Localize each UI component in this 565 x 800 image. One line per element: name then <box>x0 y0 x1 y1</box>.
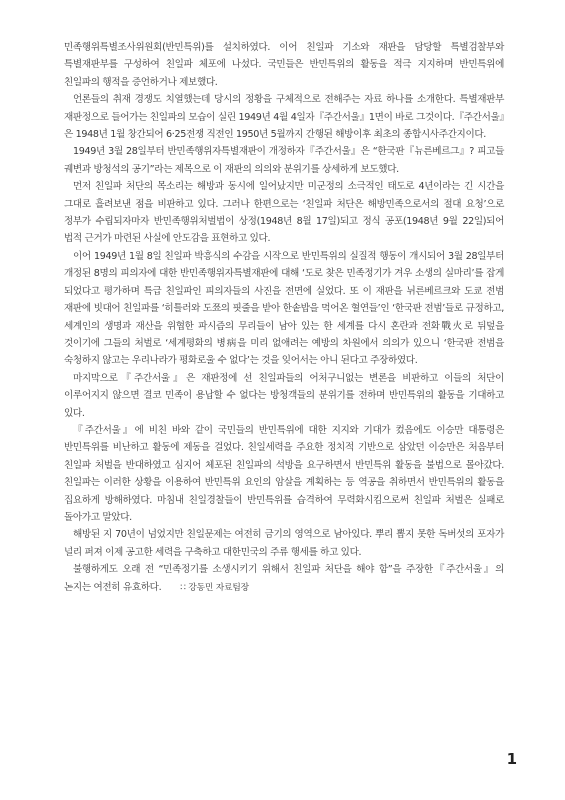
paragraph-7: 『주간서울』에 비친 바와 같이 국민들의 반민특위에 대한 지지와 기대가 컸음에도 이승만 대통령은 반민특위를 비난하고 활동에 제동을 걸었다. 친일세력을 주요한 정치적 기반으로 삼았던 이승만은 처음부터 친일파 처벌을 반대하였고 심지어 체포된 친일파의 석방을 요구하면서 반민특위 활동을 불법으로 몰아갔다. 친일파는 이러한 상황을 이용하여 반민특위 요인의 암살을 계획하는 등 역공을 취하면서 반민특위의 활동을 집요하게 방해하였다. 마침내 친일경찰들이 반민특위를 습격하여 무력화시킴으로써 친일파 처벌은 실패로 돌아가고 말았다. <box>64 424 504 523</box>
page-number: 1 <box>506 750 517 768</box>
paragraph-9 <box>64 561 504 597</box>
paragraph-2: 언론들의 취재 경쟁도 치열했는데 당시의 정황을 구체적으로 전해주는 자료 하나를 소개한다. 특별재판부 재판정으로 들어가는 친일파의 모습이 실린 1949년 4월 4일자『주간서울』1면이 바로 그것이다.『주간서울』은 1948년 1월 창간되어 6·25전쟁 직전인 1950년 5월까지 간행된 해방이후 최초의 종합시사주간지이다. <box>64 94 504 141</box>
paragraph-6: 마지막으로『주간서울』은 재판정에 선 친일파들의 어처구니없는 변론을 비판하고 이들의 처단이 이루어지지 않으면 결코 민족이 용납할 수 없다는 방청객들의 분위기를 전하며 반민특위의 활동을 기대하고 있다. <box>64 372 504 419</box>
article-body <box>64 39 504 597</box>
paragraph-1: 민족행위특별조사위원회(반민특위)를 설치하였다. 이어 친일파 기소와 재판을 담당할 특별검찰부와 특별재판부를 구성하여 친일파 체포에 나섰다. 국민들은 반민특위의 활동을 적극 지지하며 반민특위에 친일파의 행적을 증언하거나 제보했다. <box>64 42 504 88</box>
paragraph-3: 1949년 3월 28일부터 반민족행위자특별재판이 개정하자『주간서울』은 “한국판『뉴른베르그』? 피고들 궤변과 방청석의 공기”라는 제목으로 이 재판의 의의와 분위기를 상세하게 보도했다. <box>64 146 504 175</box>
paragraph-5: 이어 1949년 1월 8일 친일파 박흥식의 수감을 시작으로 반민특위의 실질적 행동이 개시되어 3월 28일부터 개정된 8명의 피의자에 대한 반민족행위자특별재판에 대해 ‘도로 찾은 민족정기가 겨우 소생의 실마리’를 잡게 되었다고 평가하며 특급 친일파인 피의자들의 사진을 전면에 실었다. 또 이 재판을 뉘른베르크와 도쿄 전범 재판에 빗대어 친일파를 ‘히틀러와 도쬬의 핏줄을 받아 한솥밥을 먹어온 혈연들’인 ‘한국판 전범’들로 규정하고, 세계인의 생명과 재산을 위협한 파시즘의 무리들이 남아 있는 한 세계를 다시 혼란과 전화戰火로 뒤덮을 것이기에 그들의 처벌로 ‘세계평화의 병病을 미리 없애려는 예방의 차원에서 의의가 있으니 ‘한국판 전범을 숙청하지 않고는 우리나라가 평화로울 수 없다’는 것을 잊어서는 아니 된다고 주장하였다. <box>64 250 504 367</box>
closing-text: 불행하게도 오래 전 “민족정기를 소생시키기 위해서 친일파 처단을 해야 함”을 주장한『주간서울』의 논지는 여전히 유효하다. <box>64 564 504 593</box>
paragraph-4: 먼저 친일파 처단의 목소리는 해방과 동시에 일어났지만 미군정의 소극적인 태도로 4년이라는 긴 시간을 그대로 흘려보낸 점을 비판하고 있다. 그러나 한편으로는 ‘친일파 처단은 해방민족으로서의 절대 요청’으로 정부가 수립되자마자 반민족행위처벌법이 상정(1948년 8월 17일)되고 정식 공포(1948년 9월 22일)되어 법적 근거가 마련된 사실에 안도감을 표현하고 있다. <box>64 181 504 245</box>
paragraph-8: 해방된 지 70년이 넘었지만 친일문제는 여전히 금기의 영역으로 남아있다. 뿌리 뽑지 못한 독버섯의 포자가 널리 퍼져 이제 공고한 세력을 구축하고 대한민국의 주류 행세를 하고 있다. <box>64 529 504 558</box>
author-credit: ∷ 강동민 자료팀장 <box>180 582 249 593</box>
